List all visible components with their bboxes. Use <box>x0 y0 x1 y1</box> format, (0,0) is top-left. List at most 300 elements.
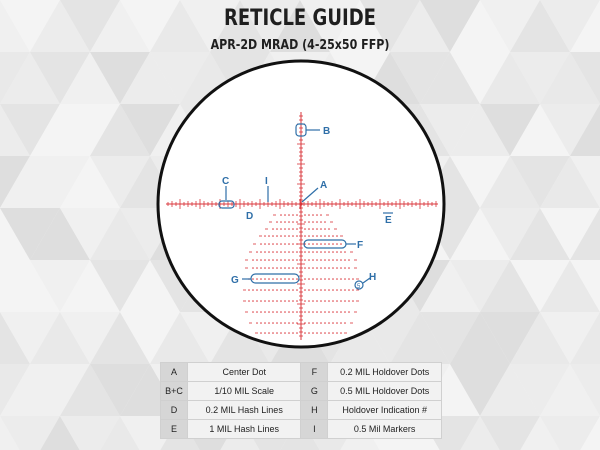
holdover-dot <box>272 235 274 237</box>
holdover-dot <box>256 300 258 302</box>
holdover-dot <box>264 267 266 269</box>
holdover-dot <box>276 235 278 237</box>
holdover-dot <box>320 243 322 245</box>
holdover-dot <box>288 221 290 223</box>
holdover-dot <box>308 235 310 237</box>
holdover-dot <box>344 289 346 291</box>
callout-label-i: I <box>265 176 268 187</box>
holdover-dot <box>320 251 322 253</box>
holdover-dot <box>296 278 298 280</box>
holdover-dot <box>304 221 306 223</box>
holdover-dot <box>324 332 326 334</box>
holdover-dot <box>292 235 294 237</box>
holdover-dot <box>304 332 306 334</box>
holdover-dot <box>268 332 270 334</box>
holdover-dot <box>272 322 274 324</box>
holdover-dot <box>272 267 274 269</box>
holdover-dot <box>308 221 310 223</box>
holdover-dot <box>308 228 310 230</box>
holdover-dot <box>328 278 330 280</box>
legend-row <box>161 363 442 382</box>
holdover-dot <box>332 278 334 280</box>
holdover-dot <box>280 267 282 269</box>
holdover-dot <box>276 332 278 334</box>
holdover-dot <box>280 259 282 261</box>
holdover-dot <box>336 300 338 302</box>
holdover-dot <box>316 228 318 230</box>
holdover-dot <box>276 228 278 230</box>
holdover-dot <box>276 243 278 245</box>
callout-label-h: H <box>369 272 377 283</box>
holdover-dot <box>320 278 322 280</box>
callout-label-g: G <box>231 275 239 286</box>
holdover-dot <box>296 300 298 302</box>
holdover-dot <box>348 259 350 261</box>
holdover-dot <box>296 228 298 230</box>
legend-key: D <box>161 401 188 420</box>
holdover-dot <box>284 332 286 334</box>
holdover-dot <box>256 322 258 324</box>
holdover-dot <box>312 332 314 334</box>
holdover-dot <box>340 332 342 334</box>
holdover-dot <box>260 267 262 269</box>
holdover-dot <box>276 322 278 324</box>
holdover-dot <box>280 332 282 334</box>
holdover-dot <box>280 322 282 324</box>
holdover-dot <box>292 289 294 291</box>
holdover-dot <box>284 221 286 223</box>
holdover-dot <box>256 289 258 291</box>
legend-key: G <box>301 382 328 401</box>
legend-value: Holdover Indication # <box>328 401 442 420</box>
holdover-dot <box>284 214 286 216</box>
holdover-dot <box>268 278 270 280</box>
holdover-dot <box>272 251 274 253</box>
holdover-dot <box>260 311 262 313</box>
holdover-dot <box>264 311 266 313</box>
holdover-dot <box>316 332 318 334</box>
holdover-dot <box>332 251 334 253</box>
legend-value: 0.2 MIL Hash Lines <box>187 401 301 420</box>
holdover-dot <box>316 278 318 280</box>
holdover-dot <box>340 251 342 253</box>
holdover-dot <box>332 259 334 261</box>
holdover-dot <box>264 251 266 253</box>
holdover-dot <box>332 311 334 313</box>
holdover-dot <box>268 322 270 324</box>
holdover-dot <box>316 243 318 245</box>
holdover-dot <box>296 214 298 216</box>
holdover-dot <box>308 300 310 302</box>
holdover-dot <box>304 214 306 216</box>
page-subtitle: APR-2D MRAD (4-25x50 FFP) <box>210 38 390 53</box>
holdover-dot <box>292 322 294 324</box>
holdover-dot <box>276 300 278 302</box>
holdover-dot <box>328 311 330 313</box>
holdover-dot <box>260 322 262 324</box>
legend-row <box>161 401 442 420</box>
holdover-dot <box>252 267 254 269</box>
legend-key: E <box>161 420 188 439</box>
holdover-dot <box>280 300 282 302</box>
holdover-dot <box>304 289 306 291</box>
legend-value: 0.5 MIL Holdover Dots <box>328 382 442 401</box>
holdover-dot <box>252 289 254 291</box>
holdover-dot <box>312 251 314 253</box>
holdover-dot <box>324 259 326 261</box>
holdover-dot <box>336 251 338 253</box>
holdover-dot <box>312 243 314 245</box>
legend-key: B+C <box>161 382 188 401</box>
holdover-dot <box>264 278 266 280</box>
holdover-dot <box>284 243 286 245</box>
holdover-dot <box>260 332 262 334</box>
holdover-dot <box>316 322 318 324</box>
holdover-dot <box>304 311 306 313</box>
holdover-dot <box>312 289 314 291</box>
holdover-dot <box>336 332 338 334</box>
holdover-dot <box>272 289 274 291</box>
legend-key: A <box>161 363 188 382</box>
holdover-dot <box>316 311 318 313</box>
holdover-dot <box>312 267 314 269</box>
holdover-dot <box>320 289 322 291</box>
holdover-dot <box>320 311 322 313</box>
holdover-dot <box>324 278 326 280</box>
holdover-dot <box>336 267 338 269</box>
holdover-dot <box>284 228 286 230</box>
holdover-dot <box>272 259 274 261</box>
holdover-dot <box>276 289 278 291</box>
holdover-dot <box>344 251 346 253</box>
holdover-dot <box>252 259 254 261</box>
holdover-dot <box>284 235 286 237</box>
holdover-dot <box>340 259 342 261</box>
holdover-dot <box>340 278 342 280</box>
holdover-dot <box>312 259 314 261</box>
holdover-dot <box>260 259 262 261</box>
holdover-dot <box>324 311 326 313</box>
holdover-dot <box>272 278 274 280</box>
holdover-dot <box>256 267 258 269</box>
holdover-dot <box>264 243 266 245</box>
holdover-dot <box>284 322 286 324</box>
holdover-dot <box>268 300 270 302</box>
holdover-dot <box>340 311 342 313</box>
holdover-dot <box>336 322 338 324</box>
holdover-dot <box>272 300 274 302</box>
holdover-dot <box>272 228 274 230</box>
holdover-dot <box>296 221 298 223</box>
holdover-dot <box>292 278 294 280</box>
holdover-dot <box>296 243 298 245</box>
legend-value: 0.5 Mil Markers <box>328 420 442 439</box>
holdover-dot <box>276 259 278 261</box>
holdover-dot <box>248 289 250 291</box>
holdover-dot <box>332 300 334 302</box>
holdover-dot <box>280 278 282 280</box>
holdover-dot <box>304 251 306 253</box>
holdover-dot <box>292 311 294 313</box>
holdover-dot <box>264 235 266 237</box>
holdover-dot <box>272 243 274 245</box>
holdover-dot <box>340 243 342 245</box>
holdover-dot <box>320 228 322 230</box>
holdover-dot <box>328 322 330 324</box>
holdover-dot <box>340 300 342 302</box>
holdover-dot <box>284 289 286 291</box>
holdover-dot <box>256 259 258 261</box>
holdover-dot <box>288 259 290 261</box>
holdover-dot <box>320 214 322 216</box>
holdover-dot <box>268 243 270 245</box>
holdover-dot <box>336 235 338 237</box>
holdover-dot <box>264 300 266 302</box>
holdover-dot <box>332 322 334 324</box>
holdover-dot <box>288 322 290 324</box>
holdover-dot <box>256 251 258 253</box>
holdover-dot <box>316 214 318 216</box>
holdover-dot <box>268 267 270 269</box>
holdover-dot <box>276 251 278 253</box>
holdover-dot <box>288 228 290 230</box>
holdover-dot <box>348 311 350 313</box>
holdover-dot <box>280 214 282 216</box>
holdover-dot <box>312 278 314 280</box>
holdover-dot <box>312 322 314 324</box>
holdover-dot <box>308 289 310 291</box>
holdover-dot <box>316 251 318 253</box>
holdover-dot <box>304 278 306 280</box>
holdover-dot <box>336 259 338 261</box>
holdover-dot <box>260 289 262 291</box>
holdover-dot <box>328 332 330 334</box>
holdover-dot <box>344 278 346 280</box>
holdover-dot <box>268 251 270 253</box>
holdover-dot <box>288 243 290 245</box>
holdover-dot <box>304 300 306 302</box>
holdover-dot <box>292 251 294 253</box>
callout-label-e: E <box>385 215 392 226</box>
holdover-dot <box>304 322 306 324</box>
holdover-dot <box>272 332 274 334</box>
holdover-dot <box>328 228 330 230</box>
holdover-dot <box>316 267 318 269</box>
legend-value: 1 MIL Hash Lines <box>187 420 301 439</box>
callout-label-a: A <box>320 180 328 191</box>
holdover-dot <box>344 259 346 261</box>
holdover-dot <box>260 251 262 253</box>
holdover-dot <box>336 311 338 313</box>
holdover-dot <box>284 259 286 261</box>
holdover-dot <box>252 300 254 302</box>
holdover-dot <box>328 235 330 237</box>
holdover-dot <box>288 267 290 269</box>
holdover-dot <box>324 235 326 237</box>
holdover-dot <box>292 228 294 230</box>
legend-value: 0.2 MIL Holdover Dots <box>328 363 442 382</box>
holdover-dot <box>348 300 350 302</box>
holdover-dot <box>280 243 282 245</box>
holdover-dot <box>324 289 326 291</box>
holdover-dot <box>352 289 354 291</box>
holdover-dot <box>284 251 286 253</box>
holdover-dot <box>268 311 270 313</box>
holdover-dot <box>332 332 334 334</box>
holdover-dot <box>264 332 266 334</box>
holdover-dot <box>336 243 338 245</box>
holdover-dot <box>340 289 342 291</box>
holdover-dot <box>296 235 298 237</box>
callout-label-b: B <box>323 126 331 137</box>
legend-row <box>161 382 442 401</box>
holdover-dot <box>312 221 314 223</box>
holdover-dot <box>316 300 318 302</box>
holdover-dot <box>312 228 314 230</box>
holdover-dot <box>296 322 298 324</box>
holdover-dot <box>328 259 330 261</box>
holdover-dot <box>260 300 262 302</box>
holdover-dot <box>320 259 322 261</box>
holdover-dot <box>324 300 326 302</box>
holdover-dot <box>308 311 310 313</box>
holdover-dot <box>344 300 346 302</box>
holdover-dot <box>316 289 318 291</box>
holdover-dot <box>324 267 326 269</box>
holdover-dot <box>312 311 314 313</box>
legend-key: H <box>301 401 328 420</box>
holdover-dot <box>340 267 342 269</box>
holdover-dot <box>344 267 346 269</box>
holdover-dot <box>324 251 326 253</box>
holdover-dot <box>288 251 290 253</box>
holdover-dot <box>308 278 310 280</box>
holdover-dot <box>292 243 294 245</box>
holdover-dot <box>288 300 290 302</box>
holdover-dot <box>288 278 290 280</box>
legend-key: I <box>301 420 328 439</box>
holdover-dot <box>308 251 310 253</box>
holdover-dot <box>252 311 254 313</box>
holdover-dot <box>280 228 282 230</box>
holdover-dot <box>328 300 330 302</box>
legend-value: Center Dot <box>187 363 301 382</box>
holdover-marker-number: 5 <box>357 284 361 290</box>
holdover-dot <box>304 267 306 269</box>
holdover-dot <box>280 311 282 313</box>
holdover-dot <box>344 311 346 313</box>
holdover-dot <box>348 267 350 269</box>
callout-label-d: D <box>246 211 254 222</box>
holdover-dot <box>252 278 254 280</box>
holdover-dot <box>284 267 286 269</box>
holdover-dot <box>320 332 322 334</box>
holdover-dot <box>332 267 334 269</box>
holdover-dot <box>292 214 294 216</box>
holdover-dot <box>308 214 310 216</box>
holdover-dot <box>308 259 310 261</box>
holdover-dot <box>264 289 266 291</box>
holdover-dot <box>248 300 250 302</box>
holdover-dot <box>280 251 282 253</box>
holdover-dot <box>260 243 262 245</box>
holdover-dot <box>348 289 350 291</box>
holdover-dot <box>332 235 334 237</box>
holdover-dot <box>288 235 290 237</box>
holdover-dot <box>264 259 266 261</box>
holdover-dot <box>324 228 326 230</box>
holdover-dot <box>320 300 322 302</box>
holdover-dot <box>292 221 294 223</box>
holdover-dot <box>292 267 294 269</box>
holdover-dot <box>316 259 318 261</box>
holdover-dot <box>288 311 290 313</box>
holdover-dot <box>308 332 310 334</box>
holdover-dot <box>296 332 298 334</box>
holdover-dot <box>324 243 326 245</box>
page-title: RETICLE GUIDE <box>223 6 377 31</box>
holdover-dot <box>328 289 330 291</box>
legend-value: 1/10 MIL Scale <box>187 382 301 401</box>
holdover-dot <box>308 243 310 245</box>
callout-label-f: F <box>357 240 364 251</box>
holdover-dot <box>260 278 262 280</box>
holdover-dot <box>308 267 310 269</box>
holdover-dot <box>348 278 350 280</box>
holdover-dot <box>316 221 318 223</box>
holdover-dot <box>296 251 298 253</box>
holdover-dot <box>268 235 270 237</box>
holdover-dot <box>304 235 306 237</box>
holdover-dot <box>344 322 346 324</box>
holdover-dot <box>336 278 338 280</box>
holdover-dot <box>268 289 270 291</box>
holdover-dot <box>332 289 334 291</box>
holdover-dot <box>352 300 354 302</box>
holdover-dot <box>280 221 282 223</box>
holdover-dot <box>304 228 306 230</box>
holdover-dot <box>328 243 330 245</box>
holdover-dot <box>284 300 286 302</box>
holdover-dot <box>276 267 278 269</box>
holdover-dot <box>284 278 286 280</box>
legend-table <box>160 362 442 439</box>
holdover-dot <box>324 322 326 324</box>
holdover-dot <box>352 278 354 280</box>
holdover-dot <box>336 289 338 291</box>
holdover-dot <box>284 311 286 313</box>
holdover-dot <box>256 278 258 280</box>
callout-label-c: C <box>222 176 230 187</box>
holdover-dot <box>316 235 318 237</box>
holdover-dot <box>280 289 282 291</box>
holdover-dot <box>312 300 314 302</box>
holdover-dot <box>320 267 322 269</box>
legend-key: F <box>301 363 328 382</box>
holdover-dot <box>280 235 282 237</box>
holdover-dot <box>276 311 278 313</box>
holdover-dot <box>272 311 274 313</box>
holdover-dot <box>288 289 290 291</box>
holdover-dot <box>288 332 290 334</box>
holdover-dot <box>328 267 330 269</box>
holdover-dot <box>320 221 322 223</box>
holdover-dot <box>276 278 278 280</box>
legend-row <box>161 420 442 439</box>
holdover-dot <box>256 311 258 313</box>
holdover-dot <box>292 259 294 261</box>
holdover-dot <box>320 322 322 324</box>
